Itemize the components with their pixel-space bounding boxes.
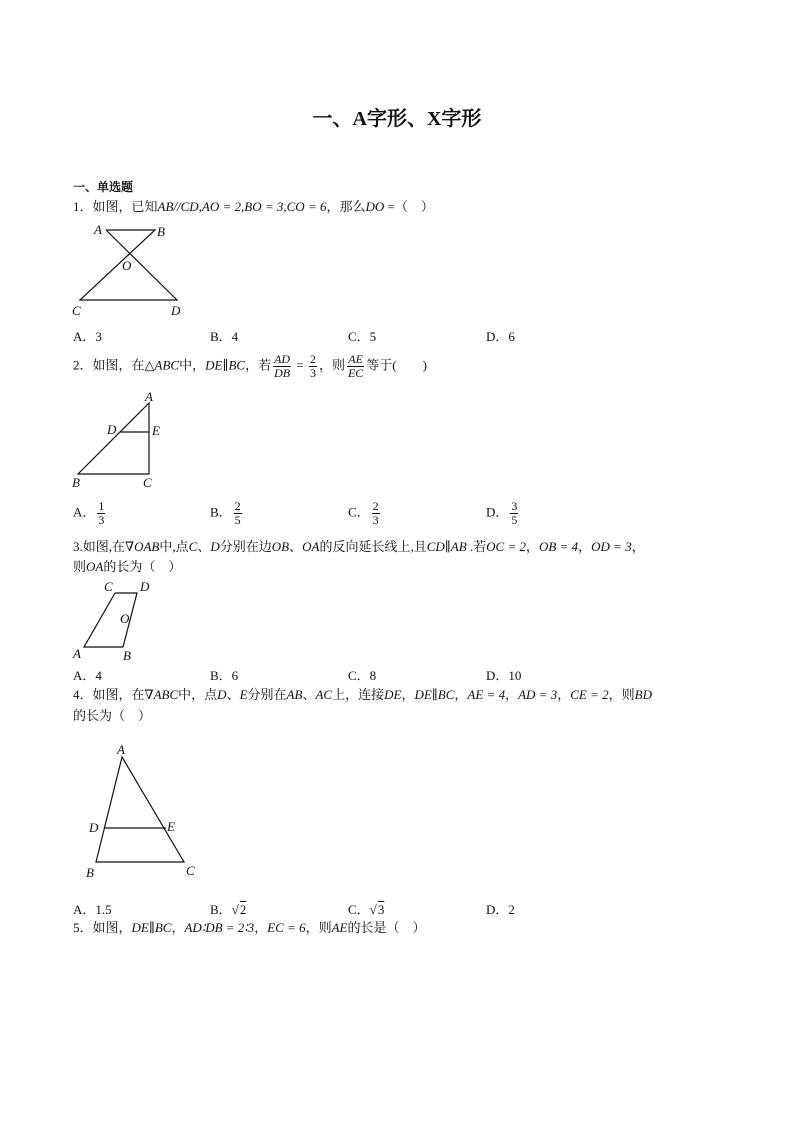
q2-option-a[interactable] xyxy=(73,500,107,527)
q1-text: ，那么 xyxy=(326,199,366,214)
q5-math: DE∥BC xyxy=(131,920,172,935)
q4-text: ，则 xyxy=(608,687,635,702)
q2-math: DE xyxy=(205,357,223,373)
q4-math: AD = 3 xyxy=(518,687,558,702)
fraction-numerator: 2 xyxy=(234,499,241,513)
q4-label-d: D xyxy=(89,820,99,835)
q3-text: ， xyxy=(526,539,540,554)
q4-math: BD xyxy=(634,687,652,702)
q1-math: AB//CD,AO = 2,BO = 3,CO = 6 xyxy=(157,199,327,214)
option-letter: D． xyxy=(486,504,509,520)
q4-label-a: A xyxy=(117,742,125,757)
q4-math: DE xyxy=(384,687,402,702)
q1-text: 1．如图，已知 xyxy=(73,199,158,214)
option-fraction xyxy=(234,500,242,527)
q4-text: ， xyxy=(454,687,468,702)
q1-text: =（ ） xyxy=(384,199,434,214)
q3-option-b[interactable]: B．6 xyxy=(210,668,239,683)
q3-label-a: A xyxy=(73,646,81,661)
q4-text: 、 xyxy=(302,687,316,702)
q2-text: = xyxy=(293,357,307,373)
q4-label-e: E xyxy=(167,819,175,834)
q2-label-e: E xyxy=(152,423,160,438)
q1-label-o: O xyxy=(122,258,132,273)
q4-text: 的长为（ ） xyxy=(73,708,152,723)
q4-math: ∇ABC xyxy=(144,687,179,702)
question-3-stem-line1 xyxy=(73,538,645,556)
q4-text: 、 xyxy=(226,687,240,702)
q4-math: CE = 2 xyxy=(570,687,609,702)
q5-math: AE xyxy=(331,920,348,935)
q2-text: 中， xyxy=(179,357,206,373)
fraction-denominator: 3 xyxy=(98,513,105,527)
q5-math: EC = 6 xyxy=(267,920,306,935)
fraction-denominator: 5 xyxy=(234,513,241,527)
q1-label-d: D xyxy=(171,303,181,318)
section-heading: 一、单选题 xyxy=(73,180,134,194)
q3-math: OB = 4 xyxy=(539,539,579,554)
q4-text: ， xyxy=(505,687,519,702)
fraction-denominator: 3 xyxy=(372,513,379,527)
q5-text: ，则 xyxy=(305,920,332,935)
sqrt-2: √2 xyxy=(231,902,247,917)
question-4-stem-line2 xyxy=(73,707,151,725)
q2-math: BC xyxy=(228,357,246,373)
q3-text: ， xyxy=(578,539,592,554)
q4-math: AE = 4 xyxy=(467,687,506,702)
q3-label-c: C xyxy=(104,579,113,594)
q3-text: 的反向延长线上,且 xyxy=(319,539,427,554)
q3-text: 则 xyxy=(73,559,87,574)
q4-triangle xyxy=(96,757,184,862)
q3-text: 3.如图,在 xyxy=(73,539,126,554)
q2-option-b[interactable] xyxy=(210,500,244,527)
q1-option-a[interactable]: A．3 xyxy=(73,329,102,344)
q2-text: ，若 xyxy=(245,357,272,373)
fraction-numerator: 1 xyxy=(98,499,105,513)
q3-option-a[interactable]: A．4 xyxy=(73,668,102,683)
option-fraction xyxy=(97,500,105,527)
q2-fraction-ad-db xyxy=(273,353,291,380)
q3-label-d: D xyxy=(140,579,150,594)
q1-option-b[interactable]: B．4 xyxy=(210,329,239,344)
q4-option-d[interactable]: D．2 xyxy=(486,902,515,917)
option-letter: A． xyxy=(73,504,96,520)
q2-label-a: A xyxy=(145,389,153,404)
option-fraction xyxy=(510,500,518,527)
fraction-denominator: DB xyxy=(274,366,291,380)
q4-label-b: B xyxy=(86,865,94,880)
q3-figure-lines xyxy=(84,593,137,647)
fraction-numerator: 2 xyxy=(309,352,316,366)
q1-math: DO xyxy=(365,199,385,214)
q5-text: ， xyxy=(171,920,185,935)
option-fraction xyxy=(372,500,380,527)
q4-math: DE∥BC xyxy=(414,687,455,702)
q3-text: .若 xyxy=(466,539,487,554)
q4-math: AC xyxy=(315,687,333,702)
q1-label-a: A xyxy=(94,222,102,237)
q4-option-c[interactable] xyxy=(348,899,384,918)
q3-math: D xyxy=(210,539,220,554)
q2-text: ，则 xyxy=(318,357,345,373)
q4-math: AB xyxy=(286,687,303,702)
q4-text: ， xyxy=(401,687,415,702)
q3-math: C xyxy=(188,539,198,554)
q4-text: 上，连接 xyxy=(332,687,385,702)
q2-text: 等于( ) xyxy=(366,357,427,373)
option-letter: B． xyxy=(210,902,232,917)
q3-math: OA xyxy=(86,559,104,574)
q2-triangle xyxy=(78,403,149,474)
fraction-numerator: AD xyxy=(274,352,291,366)
q4-label-c: C xyxy=(186,863,195,878)
q5-math: AD∶DB = 2∶3 xyxy=(184,920,255,935)
question-2-stem xyxy=(73,353,427,380)
option-letter: C． xyxy=(348,902,370,917)
q4-math: E xyxy=(239,687,248,702)
q3-math: OD = 3 xyxy=(591,539,632,554)
question-1-stem xyxy=(73,198,434,216)
q3-math: OB xyxy=(271,539,290,554)
q3-option-d[interactable]: D．10 xyxy=(486,668,522,683)
q3-math: CD∥AB xyxy=(426,539,467,554)
fraction-denominator: 5 xyxy=(511,513,518,527)
q2-fraction-ae-ec xyxy=(347,353,364,380)
q1-label-b: B xyxy=(157,224,165,239)
q2-math: ∥ xyxy=(222,357,229,373)
option-letter: B． xyxy=(210,504,232,520)
sqrt-3: √3 xyxy=(369,902,385,917)
q3-text: 中,点 xyxy=(159,539,189,554)
q2-option-d[interactable] xyxy=(486,500,520,527)
q2-label-b: B xyxy=(72,475,80,490)
q3-text: 、 xyxy=(289,539,303,554)
option-letter: C． xyxy=(348,504,370,520)
q4-text: 4．如图，在 xyxy=(73,687,145,702)
q2-option-c[interactable] xyxy=(348,500,382,527)
page-title: 一、A字形、X字形 xyxy=(312,108,482,130)
q1-figure-lines xyxy=(80,230,177,300)
q3-text: 、 xyxy=(197,539,211,554)
q1-label-c: C xyxy=(72,303,81,318)
q5-text: ， xyxy=(254,920,268,935)
q3-label-b: B xyxy=(123,648,131,663)
q5-text: 的长是（ ） xyxy=(347,920,426,935)
fraction-numerator: 3 xyxy=(511,499,518,513)
fraction-denominator: EC xyxy=(347,366,364,380)
q3-label-o: O xyxy=(120,611,130,626)
q4-math: D xyxy=(217,687,227,702)
q2-label-d: D xyxy=(107,422,117,437)
q2-text: 2．如图，在 xyxy=(73,357,145,373)
question-3-stem-line2 xyxy=(73,558,181,576)
q2-label-c: C xyxy=(143,475,152,490)
q4-text: 中，点 xyxy=(178,687,218,702)
question-5-stem xyxy=(73,919,426,937)
q3-option-c[interactable]: C．8 xyxy=(348,668,377,683)
question-4-stem-line1 xyxy=(73,686,652,704)
q2-math: △ABC xyxy=(144,357,180,373)
q3-math: ∇OAB xyxy=(125,539,160,554)
fraction-numerator: AE xyxy=(348,352,363,366)
q4-option-a[interactable]: A．1.5 xyxy=(73,902,112,917)
radicand: 2 xyxy=(239,902,247,917)
fraction-denominator: 3 xyxy=(309,366,316,380)
q3-text: 的长为（ ） xyxy=(103,559,182,574)
q3-text: ， xyxy=(631,539,645,554)
q3-math: OA xyxy=(302,539,320,554)
q5-text: 5．如图， xyxy=(73,920,132,935)
q2-fraction-2-3 xyxy=(309,353,317,380)
radicand: 3 xyxy=(377,902,385,917)
q1-option-c[interactable]: C．5 xyxy=(348,329,377,344)
q4-text: ， xyxy=(557,687,571,702)
q1-option-d[interactable]: D．6 xyxy=(486,329,515,344)
fraction-numerator: 2 xyxy=(372,499,379,513)
q4-option-b[interactable] xyxy=(210,899,246,918)
q4-text: 分别在 xyxy=(247,687,287,702)
q3-math: OC = 2 xyxy=(486,539,527,554)
q3-text: 分别在边 xyxy=(219,539,272,554)
